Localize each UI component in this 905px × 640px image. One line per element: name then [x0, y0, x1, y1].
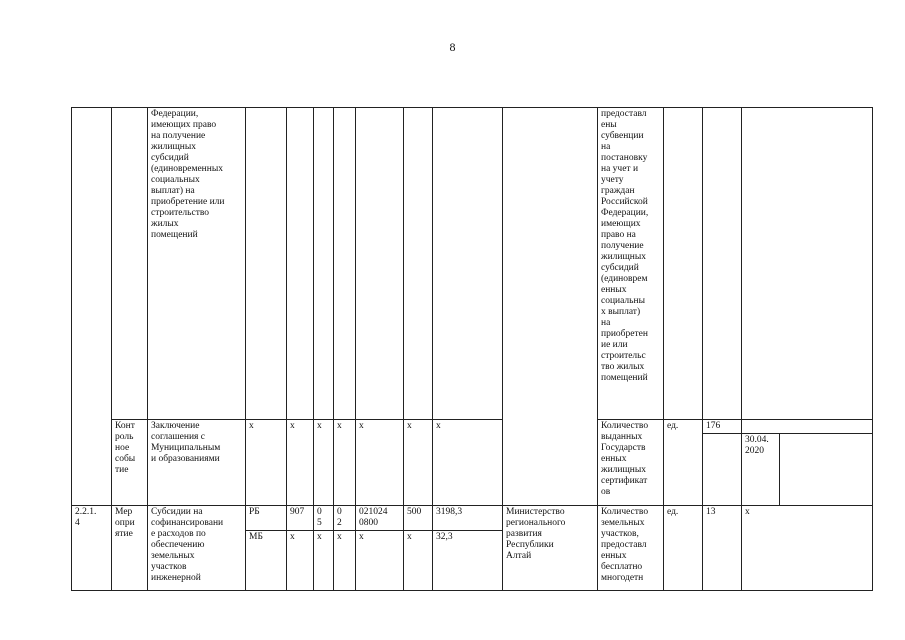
cell-name: Субсидии на софинансировани е расходов по обеспечению земельных участков инженерной: [148, 506, 246, 591]
cell-source: РБ: [246, 506, 287, 531]
cell-unit: ед.: [664, 506, 703, 591]
cell-num: 2.2.1. 4: [72, 506, 112, 591]
cell-unit: ед.: [664, 420, 703, 506]
cell-indicator: предоставл ены субвенции на постановку на учет и учету граждан Российской Федерации, имеющих право на получение жилищных субсидий (единоврем енных социальны х выплат) на приобретен ие или строительс тво жилых помещений: [598, 108, 664, 420]
page-number: 8: [449, 40, 456, 54]
cell-name: Федерации, имеющих право на получение жилищных субсидий (единовременных социальных выплат) на приобретение или строительство жилых помещений: [148, 108, 246, 420]
table-row: 2.2.1. 4 Мер опри ятие Субсидии на софинансировани е расходов по обеспечению земельных участков инженерной РБ 907 0 5 0 2 021024 0800 500 3198,3 Министерство регионального развития Республики Алтай Количество земельных участков, предоставл енных бесплатно многодетн ед. 13 х: [72, 506, 873, 531]
cell-executor: Министерство регионального развития Республики Алтай: [503, 506, 598, 591]
cell-name: Заключение соглашения с Муниципальным и образованиями: [148, 420, 246, 506]
cell-amount: 3198,3: [433, 506, 503, 531]
cell-source: МБ: [246, 531, 287, 591]
table-row: Конт роль ное собы тие Заключение соглашения с Муниципальным и образованиями х х х х х х х Количество выданных Государств енных жилищных сертификат ов ед. 176: [72, 420, 873, 434]
cell-executor: [503, 108, 598, 506]
cell-num: [72, 108, 112, 506]
cell-date: х: [742, 506, 873, 591]
table-row: МБ х х х х х 32,3: [72, 531, 873, 591]
program-table: [71, 107, 873, 591]
cell-date: 30.04. 2020: [742, 434, 780, 506]
cell-value: 13: [703, 506, 742, 591]
cell-indicator: Количество земельных участков, предоставл енных бесплатно многодетн: [598, 506, 664, 591]
cell-type: [112, 108, 148, 420]
cell-value: 176: [703, 420, 742, 434]
cell-indicator: Количество выданных Государств енных жилищных сертификат ов: [598, 420, 664, 506]
cell-type: Мер опри ятие: [112, 506, 148, 591]
table-row: [72, 108, 873, 420]
cell-amount: 32,3: [433, 531, 503, 591]
cell-type: Конт роль ное собы тие: [112, 420, 148, 506]
